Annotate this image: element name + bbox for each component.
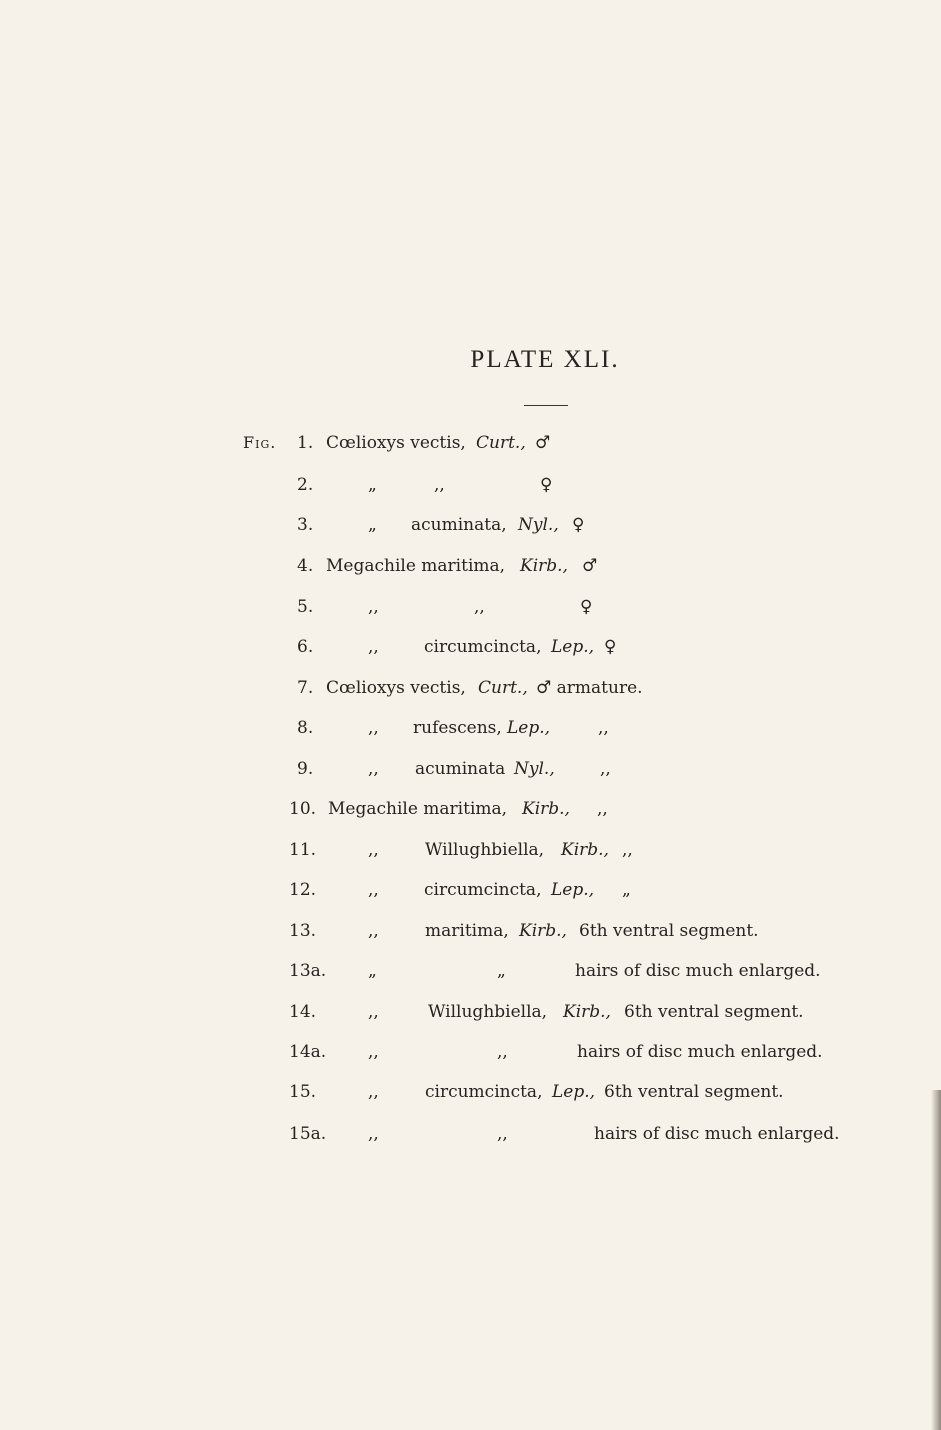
figure-entry-13a bbox=[0, 958, 941, 984]
author-name: Nyl., bbox=[514, 759, 555, 779]
sex-symbol: ♀ bbox=[604, 637, 617, 657]
author-name: Lep., bbox=[552, 1082, 596, 1102]
plate-title: PLATE XLI. bbox=[470, 346, 620, 373]
figure-number: 5. bbox=[297, 597, 314, 617]
species-name: Willughbiella, bbox=[428, 1002, 548, 1022]
description: hairs of disc much enlarged. bbox=[575, 961, 821, 981]
figure-number: 4. bbox=[297, 556, 314, 576]
figure-number: 14. bbox=[289, 1002, 317, 1022]
author-name: Curt., bbox=[476, 433, 526, 453]
figure-number: 14a. bbox=[289, 1042, 327, 1062]
author-name: Lep., bbox=[551, 880, 595, 900]
figure-entry-15 bbox=[0, 1079, 941, 1105]
ditto-mark: ,, bbox=[368, 759, 379, 779]
ditto-mark: „ bbox=[368, 515, 377, 535]
description: ♂ armature. bbox=[536, 678, 643, 698]
figure-entry-7 bbox=[0, 675, 941, 701]
ditto-mark: ,, bbox=[368, 1082, 379, 1102]
species-name: acuminata, bbox=[411, 515, 507, 535]
species-name: Cœlioxys vectis, bbox=[326, 678, 466, 698]
species-name: Cœlioxys vectis, bbox=[326, 433, 466, 453]
figure-number: 15a. bbox=[289, 1124, 327, 1144]
figure-entry-5 bbox=[0, 594, 941, 620]
sex-symbol: ♂ bbox=[582, 556, 598, 576]
figure-entry-10 bbox=[0, 796, 941, 822]
species-name: Willughbiella, bbox=[425, 840, 545, 860]
figure-number: 11. bbox=[289, 840, 317, 860]
figure-number: 15. bbox=[289, 1082, 317, 1102]
figure-number: 13. bbox=[289, 921, 317, 941]
species-name: circumcincta, bbox=[425, 1082, 543, 1102]
ditto-mark: ,, bbox=[368, 597, 379, 617]
species-name: circumcincta, bbox=[424, 637, 542, 657]
figure-entry-14a bbox=[0, 1039, 941, 1065]
ditto-mark: ,, bbox=[368, 1042, 379, 1062]
ditto-mark: ,, bbox=[597, 799, 608, 819]
figure-entry-6 bbox=[0, 634, 941, 660]
title-rule bbox=[524, 405, 568, 406]
ditto-mark: ,, bbox=[474, 597, 485, 617]
figure-number: 8. bbox=[297, 718, 314, 738]
sex-symbol: ♀ bbox=[580, 597, 593, 617]
figure-entry-12 bbox=[0, 877, 941, 903]
sex-symbol: ♀ bbox=[540, 475, 553, 495]
figure-entry-14 bbox=[0, 999, 941, 1025]
description: hairs of disc much enlarged. bbox=[594, 1124, 840, 1144]
author-name: Lep., bbox=[551, 637, 595, 657]
species-name: circumcincta, bbox=[424, 880, 542, 900]
ditto-mark: ,, bbox=[368, 840, 379, 860]
species-name: acuminata bbox=[415, 759, 506, 779]
species-name: maritima, bbox=[425, 921, 509, 941]
author-name: Kirb., bbox=[519, 921, 567, 941]
description: 6th ventral segment. bbox=[624, 1002, 804, 1022]
ditto-mark: ,, bbox=[368, 921, 379, 941]
figure-number: 13a. bbox=[289, 961, 327, 981]
ditto-mark: „ bbox=[622, 880, 631, 900]
ditto-mark: „ bbox=[368, 475, 377, 495]
description: 6th ventral segment. bbox=[604, 1082, 784, 1102]
author-name: Kirb., bbox=[561, 840, 609, 860]
species-name: Megachile maritima, bbox=[328, 799, 508, 819]
ditto-mark: „ bbox=[368, 961, 377, 981]
figure-entry-1 bbox=[0, 430, 941, 456]
figure-number: 1. bbox=[297, 433, 314, 453]
description: 6th ventral segment. bbox=[579, 921, 759, 941]
ditto-mark: ,, bbox=[622, 840, 633, 860]
figure-number: 12. bbox=[289, 880, 317, 900]
figure-entry-3 bbox=[0, 512, 941, 538]
figure-entry-13 bbox=[0, 918, 941, 944]
ditto-mark: ,, bbox=[497, 1042, 508, 1062]
figure-number: 10. bbox=[289, 799, 317, 819]
figure-entry-11 bbox=[0, 837, 941, 863]
author-name: Curt., bbox=[478, 678, 528, 698]
ditto-mark: ,, bbox=[600, 759, 611, 779]
ditto-mark: „ bbox=[497, 961, 506, 981]
ditto-mark: ,, bbox=[497, 1124, 508, 1144]
figure-number: 9. bbox=[297, 759, 314, 779]
ditto-mark: ,, bbox=[598, 718, 609, 738]
figure-number: 7. bbox=[297, 678, 314, 698]
figure-entry-8 bbox=[0, 715, 941, 741]
species-name: rufescens, bbox=[413, 718, 502, 738]
sex-symbol: ♀ bbox=[572, 515, 585, 535]
description: hairs of disc much enlarged. bbox=[577, 1042, 823, 1062]
figure-entry-2 bbox=[0, 472, 941, 498]
figure-entry-15a bbox=[0, 1121, 941, 1147]
sex-symbol: ♂ bbox=[535, 433, 551, 453]
ditto-mark: ,, bbox=[368, 718, 379, 738]
figure-number: 2. bbox=[297, 475, 314, 495]
ditto-mark: ,, bbox=[368, 637, 379, 657]
figure-number: 3. bbox=[297, 515, 314, 535]
ditto-mark: ,, bbox=[368, 1124, 379, 1144]
author-name: Nyl., bbox=[518, 515, 559, 535]
ditto-mark: ,, bbox=[434, 475, 445, 495]
author-name: Kirb., bbox=[522, 799, 570, 819]
author-name: Kirb., bbox=[520, 556, 568, 576]
author-name: Lep., bbox=[507, 718, 551, 738]
author-name: Kirb., bbox=[563, 1002, 611, 1022]
ditto-mark: ,, bbox=[368, 1002, 379, 1022]
figure-entry-9 bbox=[0, 756, 941, 782]
figure-entry-4 bbox=[0, 553, 941, 579]
ditto-mark: ,, bbox=[368, 880, 379, 900]
fig-label: Fig. bbox=[243, 433, 277, 452]
species-name: Megachile maritima, bbox=[326, 556, 506, 576]
figure-number: 6. bbox=[297, 637, 314, 657]
